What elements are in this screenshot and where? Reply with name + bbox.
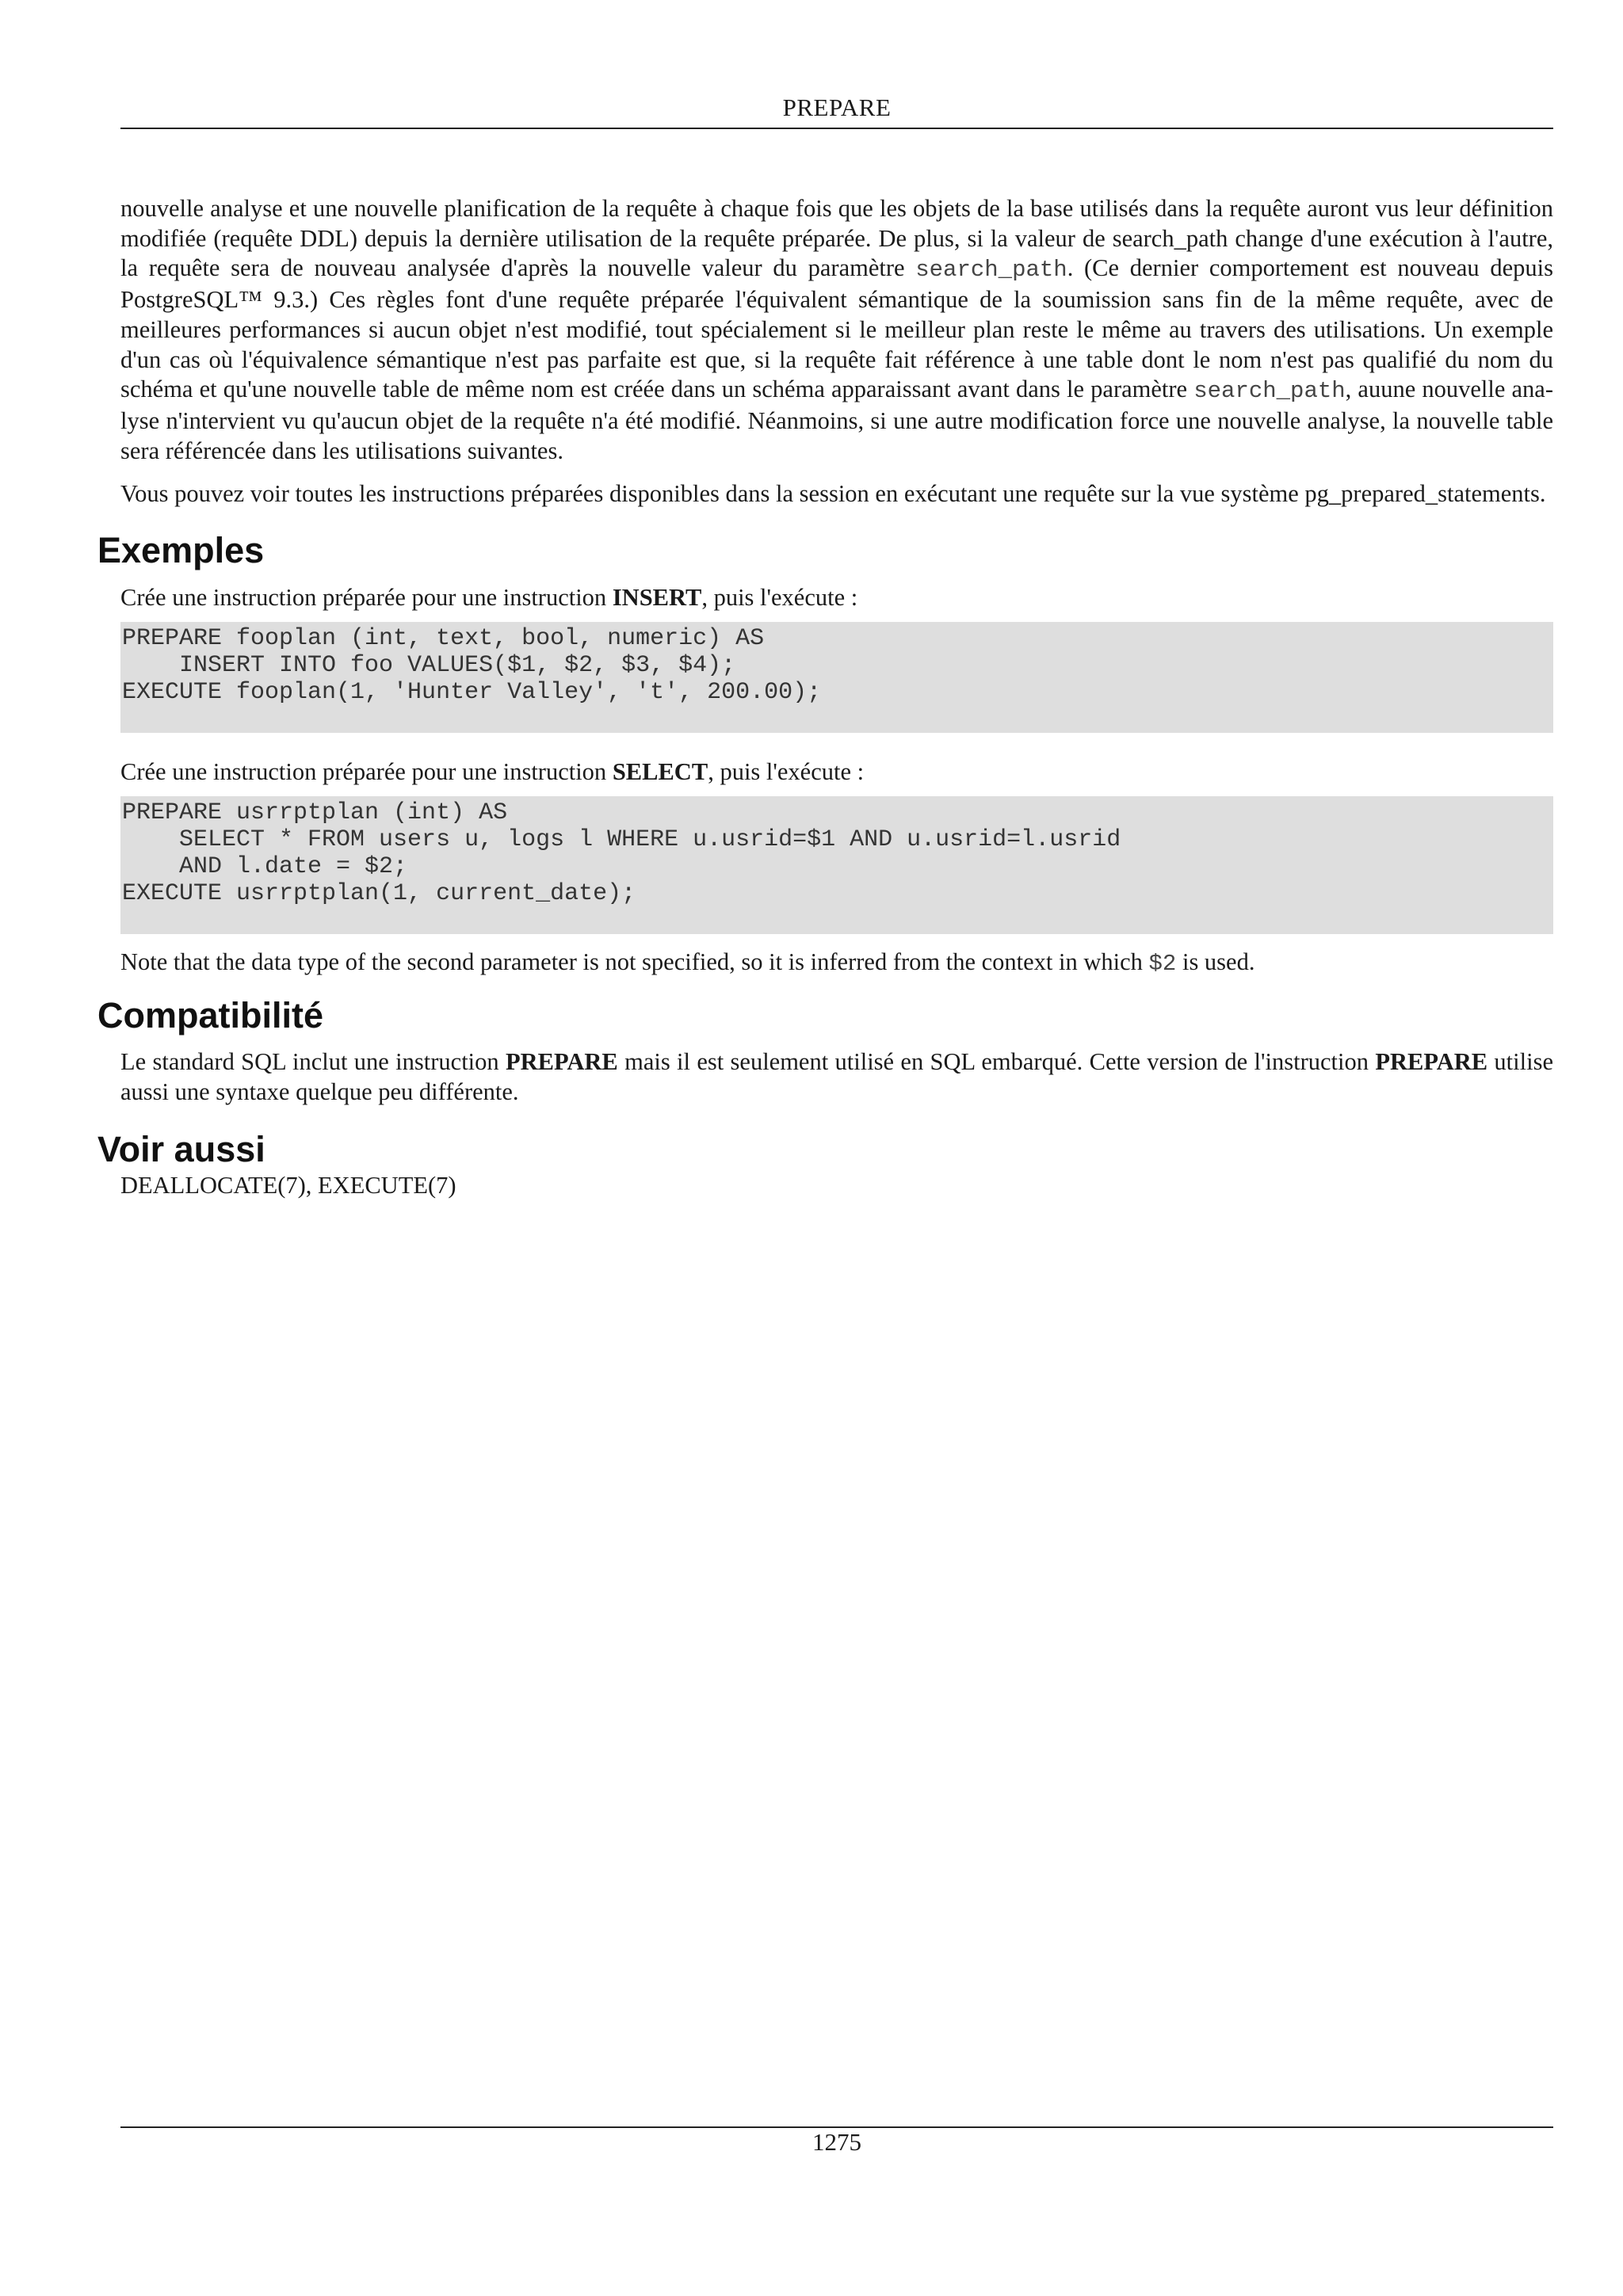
inline-code-search-path-2: search_path xyxy=(1193,378,1346,405)
keyword-prepare: PREPARE xyxy=(505,1048,618,1076)
compat-text-1: Le standard SQL inclut une instruction xyxy=(120,1048,506,1076)
running-header: PREPARE xyxy=(782,93,892,121)
paragraph-reanalysis xyxy=(120,194,1553,466)
page-number: 1275 xyxy=(812,2128,861,2156)
keyword-prepare-2: PREPARE xyxy=(1375,1048,1488,1076)
paragraph-compatibility xyxy=(120,1047,1553,1107)
example1-intro xyxy=(120,582,1553,612)
compat-text-3: utilise aussi une syntaxe quelque peu différente. xyxy=(120,1048,1553,1105)
paragraph-pg-prepared-statements: Vous pouvez voir toutes les instructions préparées disponibles dans la session en exécutant une requête sur la vue système pg_prepared_statements. xyxy=(120,480,1546,508)
code-block-insert: PREPARE fooplan (int, text, bool, numeric) AS INSERT INTO foo VALUES($1, $2, $3, $4); EXECUTE fooplan(1, 'Hunter Valley', 't', 200.00); xyxy=(120,622,1553,733)
example2-intro-tail: , puis l'exécute : xyxy=(708,758,865,786)
code-block-select: PREPARE usrrptplan (int) AS SELECT * FROM users u, logs l WHERE u.usrid=$1 AND u.usrid=l.usrid AND l.date = $2; EXECUTE usrrptplan(1, current_date); xyxy=(120,796,1553,934)
example1-intro-text: Crée une instruction préparée pour une instruction xyxy=(120,584,613,612)
heading-examples: Exemples xyxy=(97,530,265,571)
compat-text-2: mais il est seulement utilisé en SQL embarqué. Cette version de l'instruction xyxy=(617,1048,1376,1076)
page-content xyxy=(97,194,1554,1200)
inline-code-dollar-2: $2 xyxy=(1148,951,1177,978)
example2-intro xyxy=(120,757,1553,787)
see-also-links: DEALLOCATE(7), EXECUTE(7) xyxy=(120,1172,456,1199)
example1-intro-tail: , puis l'exécute : xyxy=(701,584,858,612)
keyword-insert: INSERT xyxy=(612,584,702,612)
heading-compatibility: Compatibilité xyxy=(97,995,324,1036)
header-rule xyxy=(120,128,1553,129)
note-second-parameter xyxy=(120,947,1553,979)
para1-text-3: , auune nouvelle analyse n'intervient vu qu'aucun objet de la requête n'a été modifié. Néanmoins, si une autre modification force une nouvelle analyse, la nouvelle table sera référencée dans les utilisations suivantes. xyxy=(120,376,1554,464)
note-text: Note that the data type of the second parameter is not specified, so it is inferred from the context in which xyxy=(120,948,1149,976)
inline-code-search-path: search_path xyxy=(915,257,1067,284)
keyword-select: SELECT xyxy=(612,758,708,786)
heading-see-also: Voir aussi xyxy=(97,1129,265,1170)
para1-text-1: nouvelle analyse et une nouvelle planification de la requête à chaque fois que les objets de la base utilisés dans la requête auront vus leur définition modifiée (requête DDL) depuis la dernière utilisation de la requête préparée. De plus, si la valeur de search_path change d'une exécution à l'autre, la requête sera de nouveau analysée d'après la nouvelle valeur du paramètre xyxy=(120,195,1553,282)
note-tail: is used. xyxy=(1176,948,1255,976)
para1-text-2: . (Ce dernier comportement est nouveau depuis PostgreSQL™ 9.3.) Ces règles font d'une requête préparée l'équivalent sémantique de la soumission sans fin de la même requête, avec de meilleures performances si aucun objet n'est modifié, tout spécialement si le meilleur plan reste le même au travers des utilisations. Un exemple d'un cas où l'équivalence sémantique n'est pas parfaite est que, si la requête fait référence à une table dont le nom n'est pas qualifié du nom du schéma et qu'une nouvelle table de même nom est créée dans un schéma apparaissant avant dans le paramètre xyxy=(120,254,1553,403)
example2-intro-text: Crée une instruction préparée pour une instruction xyxy=(120,758,613,786)
